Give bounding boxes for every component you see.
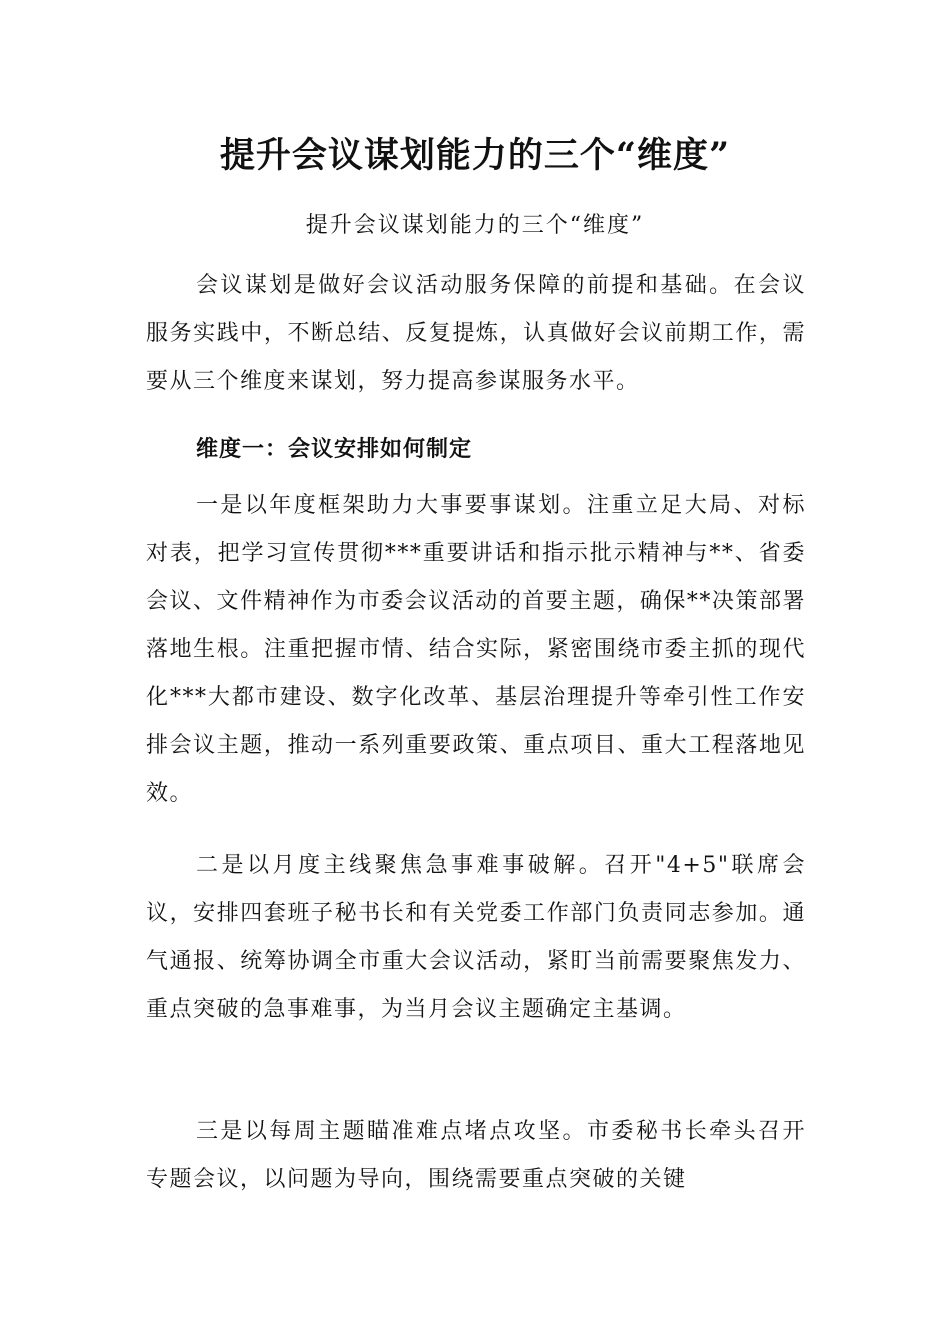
document-title: 提升会议谋划能力的三个“维度” <box>219 135 731 176</box>
document-subtitle: 提升会议谋划能力的三个“维度” <box>305 213 645 238</box>
intro-paragraph: 会议谋划是做好会议活动服务保障的前提和基础。在会议服务实践中，不断总结、反复提炼，认真做好会议前期工作，需要从三个维度来谋划，努力提高参谋服务水平。 <box>146 273 806 394</box>
paragraph-weekly-theme: 三是以每周主题瞄准难点堵点攻坚。市委秘书长牵头召开专题会议，以问题为导向，围绕需要重点突破的关键 <box>146 1119 806 1192</box>
section-heading-dimension-one: 维度一：会议安排如何制定 <box>196 436 473 462</box>
paragraph-monthly-mainline: 二是以月度主线聚焦急事难事破解。召开"4+5"联席会议，安排四套班子秘书长和有关党委工作部门负责同志参加。通气通报、统筹协调全市重大会议活动，紧盯当前需要聚焦发力、重点突破的急事难事，为当月会议主题确定主基调。 <box>146 853 806 1022</box>
paragraph-annual-framework: 一是以年度框架助力大事要事谋划。注重立足大局、对标对表，把学习宣传贯彻***重要讲话和指示批示精神与**、省委会议、文件精神作为市委会议活动的首要主题，确保**决策部署落地生根。注重把握市情、结合实际，紧密围绕市委主抓的现代化***大都市建设、数字化改革、基层治理提升等牵引性工作安排会议主题，推动一系列重要政策、重点项目、重大工程落地见效。 <box>146 493 806 806</box>
